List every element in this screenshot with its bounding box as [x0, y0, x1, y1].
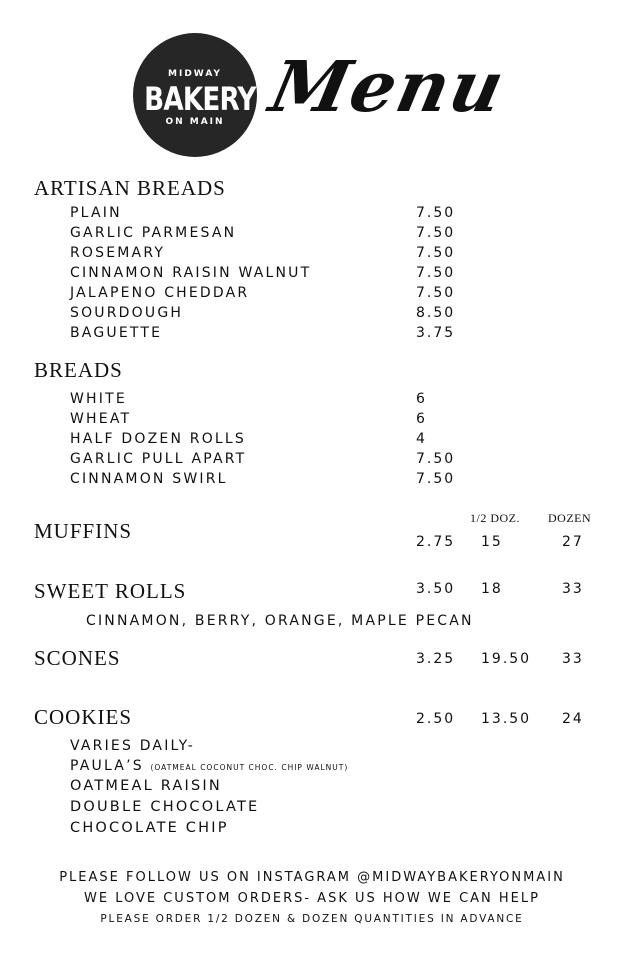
menu-title: Menu [263, 45, 513, 128]
menu-item-name: GARLIC PARMESAN [70, 225, 237, 241]
logo-bottom-text: ON MAIN [165, 117, 225, 127]
cookies-paulas-label: PAULA’S [70, 758, 144, 774]
menu-item-name: CINNAMON RAISIN WALNUT [70, 265, 312, 281]
menu-item-price: 7.50 [416, 285, 456, 301]
menu-item-price: 4 [416, 431, 427, 447]
menu-item-name: WHEAT [70, 411, 132, 427]
footer-instagram: PLEASE FOLLOW US ON INSTAGRAM @MIDWAYBAKERYONMAIN [59, 870, 565, 885]
menu-item-name: GARLIC PULL APART [70, 451, 247, 467]
footer-advance-notice: PLEASE ORDER 1/2 DOZEN & DOZEN QUANTITIES IN ADVANCE [100, 913, 524, 925]
sweet-rolls-flavors: CINNAMON, BERRY, ORANGE, MAPLE PECAN [86, 613, 474, 629]
menu-item-name: BAGUETTE [70, 325, 163, 341]
menu-item-name: ROSEMARY [70, 245, 166, 261]
muffins-dozen-price: 27 [562, 534, 584, 550]
logo-main-text: BAKERY [144, 80, 256, 118]
menu-item-price: 7.50 [416, 451, 456, 467]
cookies-dozen-price: 24 [562, 711, 584, 727]
scones-single-price: 3.25 [416, 651, 456, 667]
cookie-item: DOUBLE CHOCOLATE [70, 799, 260, 815]
sweet-rolls-heading: SWEET ROLLS [34, 579, 187, 603]
scones-dozen-price: 33 [562, 651, 584, 667]
menu-item-name: JALAPENO CHEDDAR [70, 285, 250, 301]
menu-item-price: 7.50 [416, 225, 456, 241]
half-dozen-column-header: 1/2 DOZ. [470, 511, 520, 525]
menu-item-name: WHITE [70, 391, 127, 407]
menu-item-price: 6 [416, 391, 427, 407]
menu-item-price: 8.50 [416, 305, 456, 321]
footer-custom-orders: WE LOVE CUSTOM ORDERS- ASK US HOW WE CAN HELP [84, 891, 540, 906]
menu-item-name: PLAIN [70, 205, 122, 221]
cookies-single-price: 2.50 [416, 711, 456, 727]
menu-item-price: 3.75 [416, 325, 456, 341]
menu-item-name: HALF DOZEN ROLLS [70, 431, 246, 447]
cookies-paulas-note: (OATMEAL COCONUT CHOC. CHIP WALNUT) [150, 763, 349, 772]
muffins-half-dozen-price: 15 [481, 534, 503, 550]
scones-half-dozen-price: 19.50 [481, 651, 532, 667]
sweet-rolls-half-dozen-price: 18 [481, 581, 503, 597]
cookies-heading: COOKIES [34, 705, 133, 729]
scones-heading: SCONES [34, 646, 121, 670]
cookies-paulas [70, 758, 348, 774]
menu-item-price: 7.50 [416, 245, 456, 261]
menu-item-name: CINNAMON SWIRL [70, 471, 228, 487]
cookie-item: OATMEAL RAISIN [70, 778, 222, 794]
breads-heading: BREADS [34, 358, 123, 382]
cookie-item: CHOCOLATE CHIP [70, 820, 229, 836]
menu-item-price: 6 [416, 411, 427, 427]
muffins-single-price: 2.75 [416, 534, 456, 550]
sweet-rolls-dozen-price: 33 [562, 581, 584, 597]
logo-top-text: MIDWAY [168, 69, 222, 79]
dozen-column-header: DOZEN [548, 511, 592, 525]
menu-item-price: 7.50 [416, 471, 456, 487]
artisan-heading: ARTISAN BREADS [34, 176, 226, 200]
menu-item-name: SOURDOUGH [70, 305, 184, 321]
cookies-half-dozen-price: 13.50 [481, 711, 532, 727]
bakery-logo [133, 33, 257, 157]
menu-item-price: 7.50 [416, 205, 456, 221]
cookies-varies-daily: VARIES DAILY- [70, 738, 196, 754]
menu-item-price: 7.50 [416, 265, 456, 281]
sweet-rolls-single-price: 3.50 [416, 581, 456, 597]
muffins-heading: MUFFINS [34, 519, 133, 543]
